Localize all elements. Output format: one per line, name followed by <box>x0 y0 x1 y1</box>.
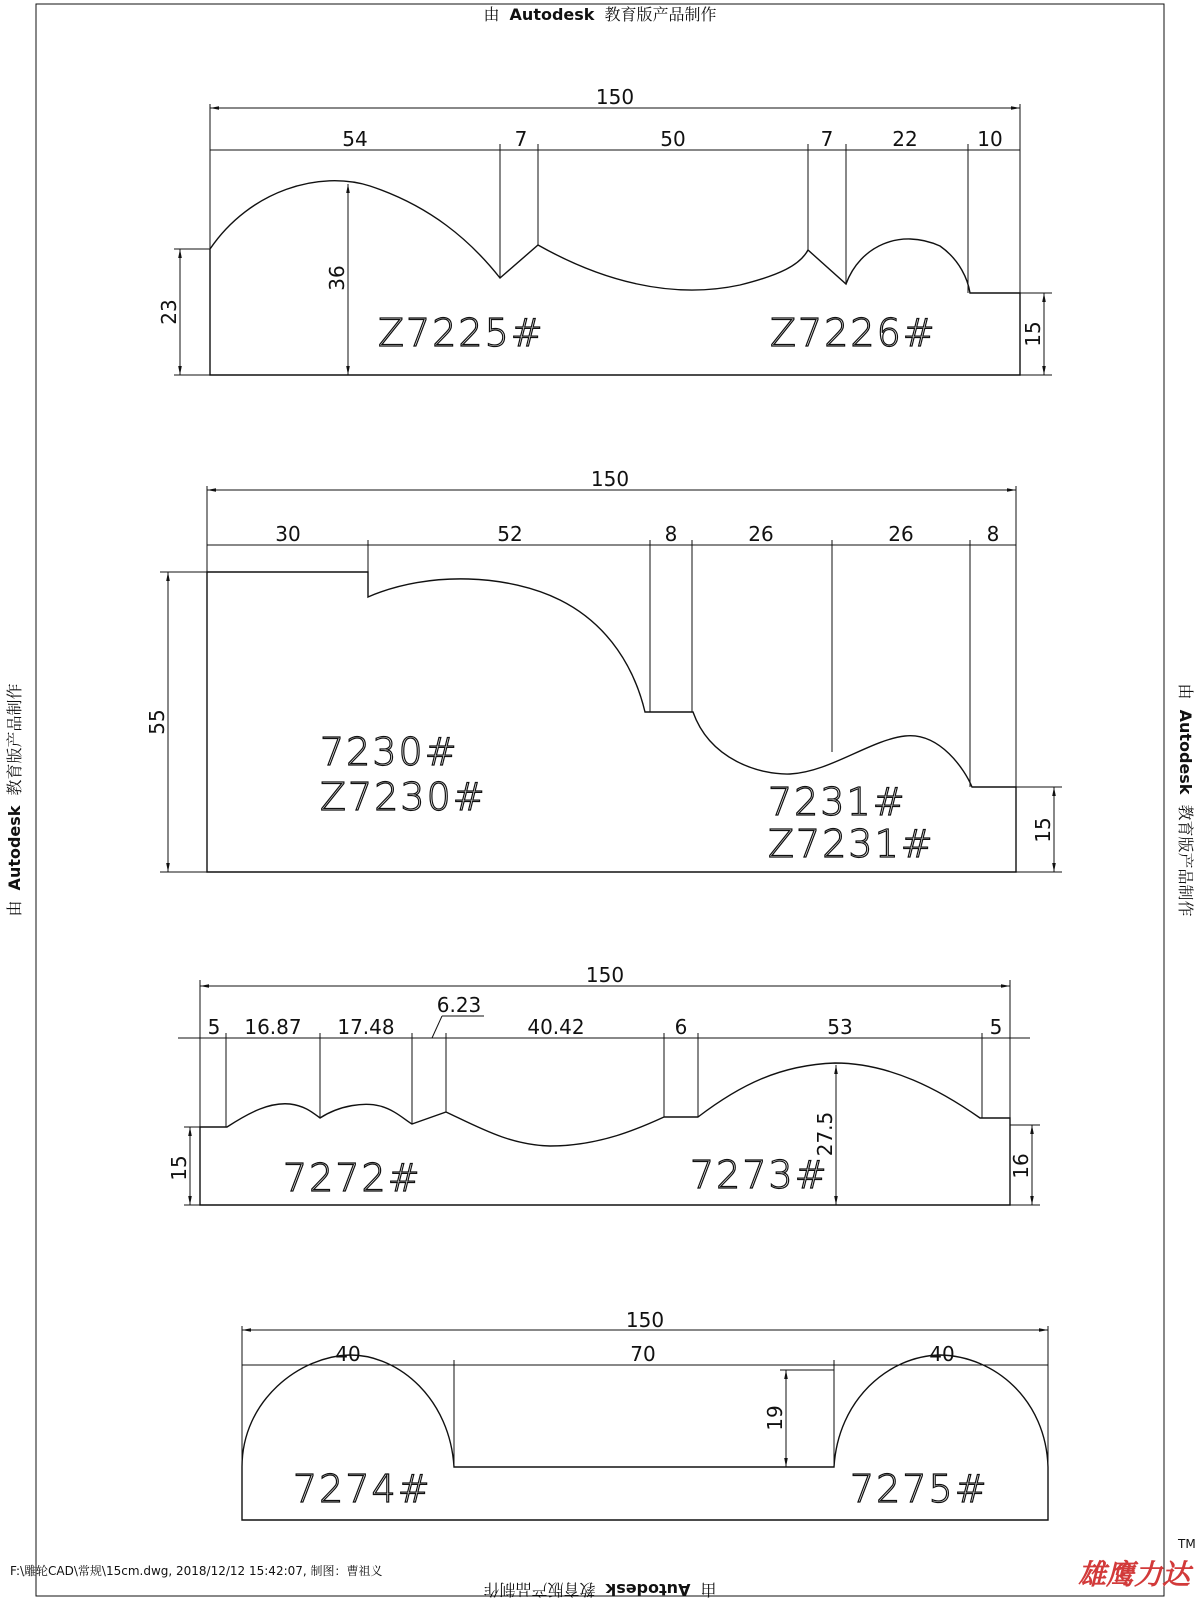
profile-code-label: Z7231# <box>768 822 935 866</box>
dim-segment: 6 <box>674 1015 688 1039</box>
dim-total-1: 150 <box>595 85 635 109</box>
dim-total-4: 150 <box>625 1308 665 1332</box>
dim-segment: 7 <box>514 127 528 151</box>
dim-segment: 54 <box>342 127 368 151</box>
dim-segment: 52 <box>497 522 523 546</box>
dim-segment: 10 <box>977 127 1003 151</box>
dim-segment: 5 <box>989 1015 1003 1039</box>
profile-code-label: Z7225# <box>378 311 545 355</box>
dim-segment: 40 <box>929 1342 955 1366</box>
profile-code-label: 7274# <box>293 1467 432 1511</box>
dim-total-3: 150 <box>585 963 625 987</box>
profile-code-label: 7275# <box>850 1467 989 1511</box>
dim-segment: 50 <box>660 127 686 151</box>
profile-code-label: Z7230# <box>320 775 487 819</box>
dim-total-2: 150 <box>590 467 630 491</box>
profile-code-label: 7272# <box>283 1156 422 1200</box>
profile-code-label: 7273# <box>690 1153 829 1197</box>
trademark-mark: TM <box>1178 1537 1196 1551</box>
watermark-right: 由 Autodesk 教育版产品制作 <box>1176 683 1195 917</box>
dim-height: 15 <box>167 1155 191 1181</box>
dim-height: 16 <box>1009 1153 1033 1179</box>
dim-height: 15 <box>1031 817 1055 843</box>
dim-height: 19 <box>763 1405 787 1431</box>
profile-drawing-3 <box>167 963 1040 1205</box>
dim-segment: 8 <box>986 522 1000 546</box>
watermark-bottom: 由 Autodesk 教育版产品制作 <box>483 1580 717 1599</box>
dim-segment: 6.23 <box>436 993 482 1017</box>
dim-segment: 70 <box>630 1342 656 1366</box>
dim-segment: 26 <box>748 522 774 546</box>
dim-height: 23 <box>157 299 181 325</box>
watermark-top: 由 Autodesk 教育版产品制作 <box>483 5 717 24</box>
profile-drawing-4 <box>242 1308 1048 1520</box>
dim-segment: 5 <box>207 1015 221 1039</box>
dim-height: 15 <box>1021 321 1045 347</box>
brand-logo: 雄鹰力达 <box>1078 1558 1191 1591</box>
dim-segment: 40 <box>335 1342 361 1366</box>
dim-height: 27.5 <box>813 1111 837 1157</box>
profile-drawing-2 <box>145 467 1062 872</box>
dim-segment: 22 <box>892 127 918 151</box>
file-path-footer: F:\雕轮CAD\常规\15cm.dwg, 2018/12/12 15:42:07, 制图：曹祖义 <box>10 1564 383 1578</box>
profile-drawing-1 <box>157 85 1052 375</box>
dim-segment: 7 <box>820 127 834 151</box>
sheet-border <box>36 4 1164 1596</box>
watermark-left: 由 Autodesk 教育版产品制作 <box>5 683 24 917</box>
dim-segment: 40.42 <box>527 1015 585 1039</box>
profile-code-label: 7231# <box>768 780 907 824</box>
dim-segment: 30 <box>275 522 301 546</box>
dim-segment: 26 <box>888 522 914 546</box>
profile-code-label: 7230# <box>320 730 459 774</box>
dim-height: 36 <box>325 265 349 291</box>
dim-segment: 17.48 <box>337 1015 395 1039</box>
dim-segment: 16.87 <box>244 1015 302 1039</box>
extension-lines-3 <box>200 980 1010 1127</box>
dim-height: 55 <box>145 709 169 735</box>
dim-segment: 8 <box>664 522 678 546</box>
profile-code-label: Z7226# <box>770 311 937 355</box>
dim-segment: 53 <box>827 1015 853 1039</box>
